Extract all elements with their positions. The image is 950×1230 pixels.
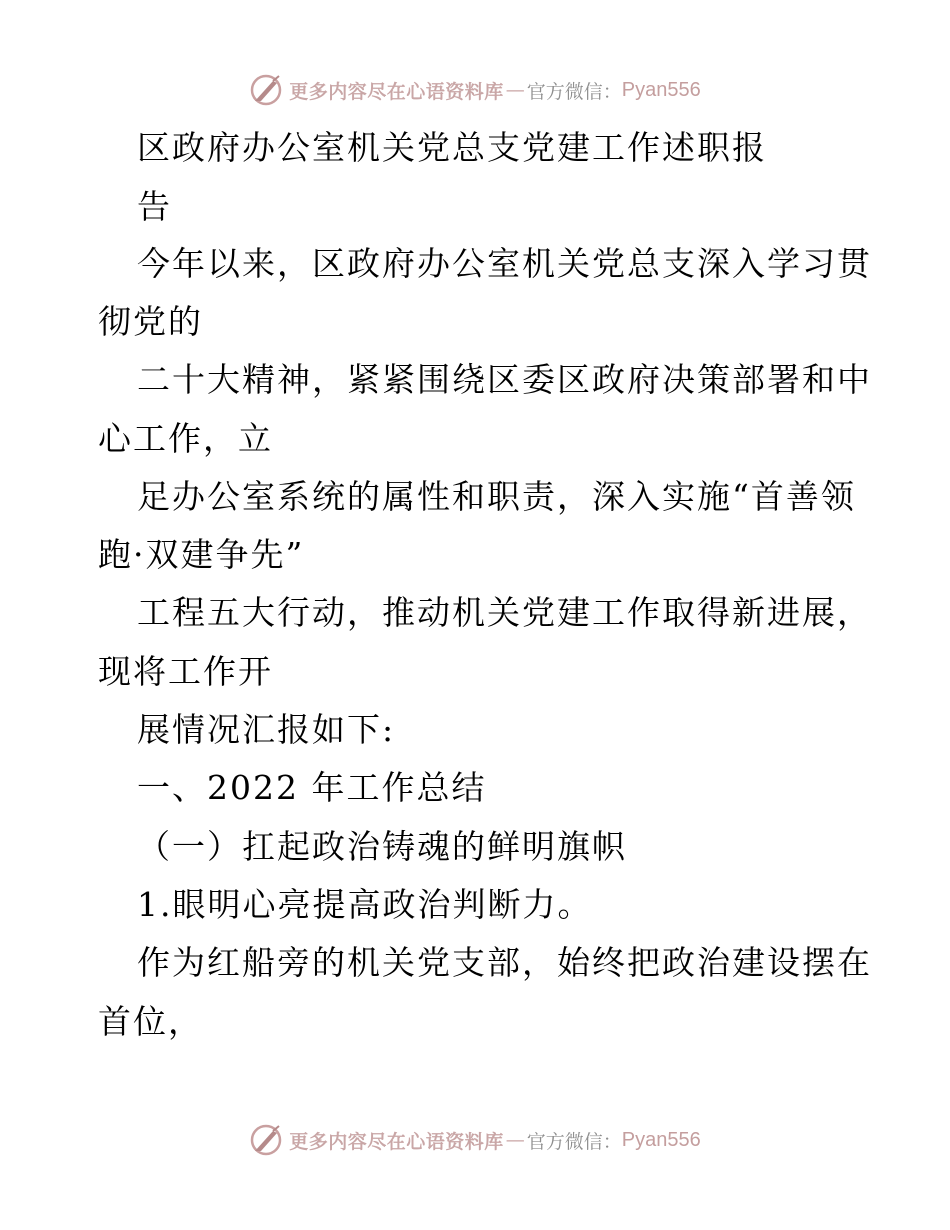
watermark-label: 官方微信： [526,80,622,103]
quill-pen-circle-icon [249,73,283,107]
doc-heading-level-2: （一）扛起政治铸魂的鲜明旗帜 [137,827,627,866]
watermark-footer [0,1120,950,1160]
doc-title-line-1: 区政府办公室机关党总支党建工作述职报 [137,128,767,167]
doc-paragraph-line: 工程五大行动，推动机关党建工作取得新进展， [137,593,872,632]
watermark-dash: — [505,1129,525,1151]
watermark-dash: — [505,79,525,101]
watermark-label: 官方微信： [526,1130,622,1153]
watermark-site-text: 更多内容尽在心语资料库 [289,1130,504,1153]
doc-paragraph-line: 心工作，立 [98,419,273,458]
doc-paragraph-line: 首位， [98,1002,203,1041]
watermark-site-text: 更多内容尽在心语资料库 [289,80,504,103]
watermark-wechat-id: Pyan556 [621,78,701,101]
doc-paragraph-line: 今年以来，区政府办公室机关党总支深入学习贯 [137,244,872,283]
watermark-header [0,70,950,110]
doc-title-line-2: 告 [137,187,172,226]
doc-paragraph-line: 二十大精神，紧紧围绕区委区政府决策部署和中 [137,360,872,399]
quill-pen-circle-icon [249,1123,283,1157]
doc-heading-level-1: 一、2022 年工作总结 [137,768,487,807]
doc-paragraph-line: 跑·双建争先” [98,535,305,574]
watermark-wechat-id: Pyan556 [621,1128,701,1151]
doc-heading-level-3: 1.眼明心亮提高政治判断力。 [137,885,593,924]
doc-paragraph-line: 作为红船旁的机关党支部，始终把政治建设摆在 [137,943,872,982]
doc-paragraph-line: 展情况汇报如下: [137,710,396,749]
doc-paragraph-line: 现将工作开 [98,652,273,691]
doc-paragraph-line: 足办公室系统的属性和职责，深入实施“首善领 [137,477,856,516]
doc-paragraph-line: 彻党的 [98,302,203,341]
